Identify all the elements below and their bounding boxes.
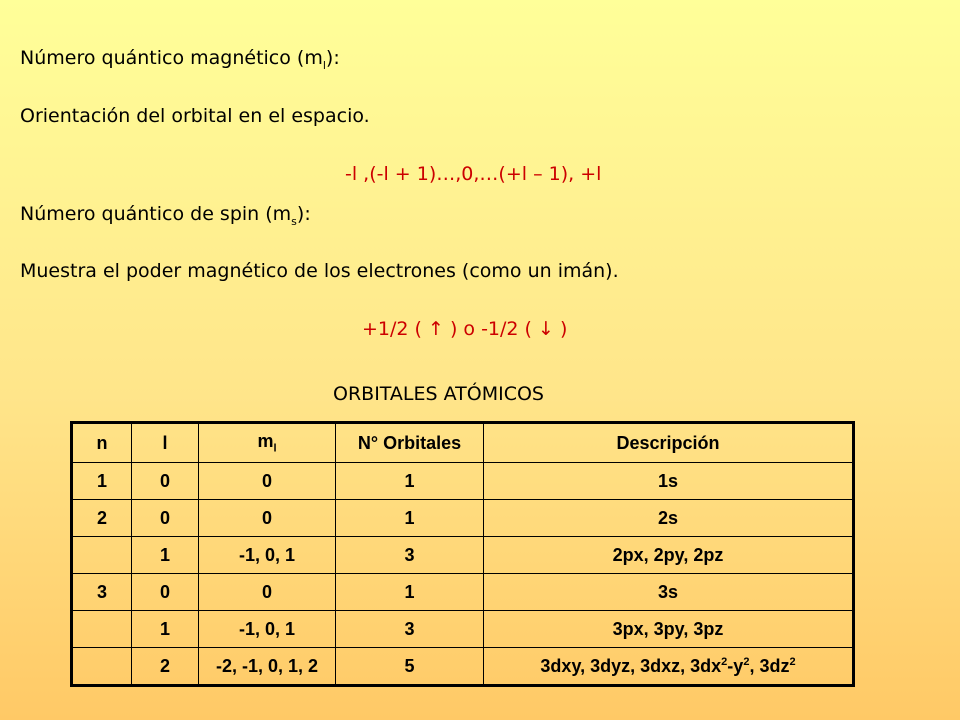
table-row [72, 500, 854, 537]
cell-desc: 3s [484, 574, 854, 611]
cell-n: 3 [72, 574, 132, 611]
cell-desc: 2s [484, 500, 854, 537]
magnetic-description: Orientación del orbital en el espacio. [20, 105, 370, 127]
header-ml: $m_l$ [199, 423, 336, 463]
spin-title: Número quántico de spin $(m_s)$: [20, 203, 311, 228]
header-num-orbitals: N° Orbitales [336, 423, 484, 463]
table-row [72, 574, 854, 611]
cell-ml: -1, 0, 1 [199, 611, 336, 648]
cell-desc: 1s [484, 463, 854, 500]
cell-num: 1 [336, 500, 484, 537]
cell-ml: -2, -1, 0, 1, 2 [199, 648, 336, 686]
table-title: ORBITALES ATÓMICOS [333, 383, 544, 405]
cell-l: 0 [132, 500, 199, 537]
spin-description: Muestra el poder magnético de los electrones (como un imán). [20, 260, 619, 282]
cell-ml: -1, 0, 1 [199, 537, 336, 574]
cell-l: 1 [132, 537, 199, 574]
cell-ml: 0 [199, 463, 336, 500]
magnetic-title: Número quántico magnético $(m_l)$: [20, 47, 340, 72]
spin-values: +1/2 ( ↑ ) o -1/2 ( ↓ ) [362, 318, 568, 340]
cell-n: 2 [72, 500, 132, 537]
arrow-up-icon: ↑ [428, 318, 444, 340]
cell-l: 0 [132, 463, 199, 500]
table-row [72, 463, 854, 500]
table-row [72, 537, 854, 574]
orbitals-table [70, 421, 855, 687]
cell-n [72, 537, 132, 574]
cell-desc: 3dxy, 3dyz, 3dxz, $3dx^2-y^2$, $3dz^2$ [484, 648, 854, 686]
cell-num: 3 [336, 537, 484, 574]
arrow-down-icon: ↓ [538, 318, 554, 340]
cell-l: 2 [132, 648, 199, 686]
cell-n [72, 648, 132, 686]
cell-num: 1 [336, 463, 484, 500]
magnetic-values: -l ,(-l + 1)…,0,…(+l – 1), +l [345, 163, 602, 185]
cell-desc: 3px, 3py, 3pz [484, 611, 854, 648]
cell-ml: 0 [199, 500, 336, 537]
cell-desc: 2px, 2py, 2pz [484, 537, 854, 574]
table-header-row [72, 423, 854, 463]
table-row [72, 648, 854, 686]
cell-n [72, 611, 132, 648]
cell-num: 3 [336, 611, 484, 648]
header-n: n [72, 423, 132, 463]
header-description: Descripción [484, 423, 854, 463]
cell-l: 1 [132, 611, 199, 648]
cell-ml: 0 [199, 574, 336, 611]
table-row [72, 611, 854, 648]
header-l: l [132, 423, 199, 463]
cell-n: 1 [72, 463, 132, 500]
cell-num: 1 [336, 574, 484, 611]
cell-num: 5 [336, 648, 484, 686]
cell-l: 0 [132, 574, 199, 611]
